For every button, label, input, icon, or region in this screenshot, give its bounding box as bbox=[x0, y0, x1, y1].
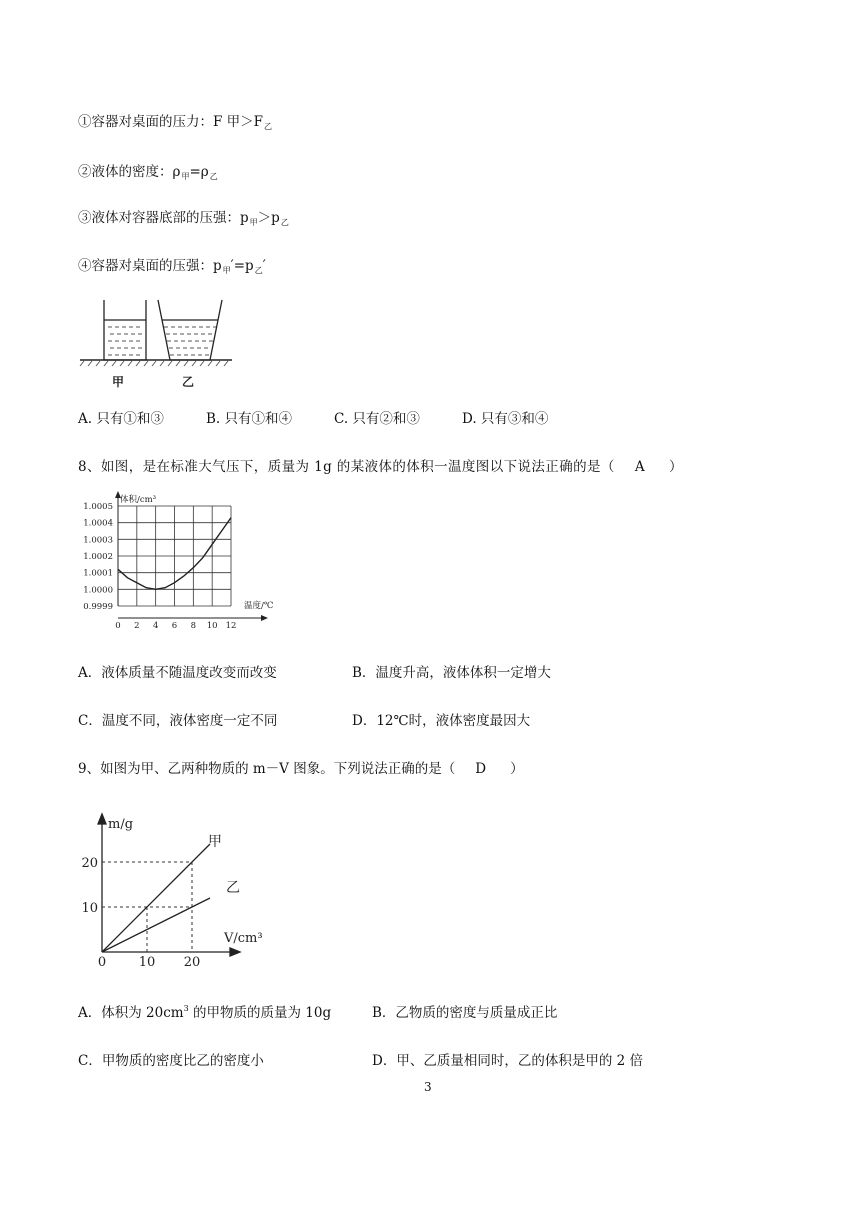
q9-answer: D bbox=[475, 761, 487, 777]
container-jia bbox=[104, 300, 146, 360]
q9-option-a: A．体积为 $20cm^3$ 的甲物质的质量为 10g bbox=[78, 1004, 332, 1021]
label-jia: 甲 bbox=[112, 375, 125, 389]
series-line-yi bbox=[102, 898, 210, 952]
statement-4: ④容器对桌面的压强：$p_甲'=p_乙'$ bbox=[78, 258, 266, 275]
x-axis-arrow bbox=[261, 615, 268, 621]
y-tick-label: 1.0000 bbox=[83, 585, 113, 596]
x-tick-label: 10 bbox=[206, 621, 218, 631]
y-tick-label: 10 bbox=[81, 901, 98, 916]
chart1-xlabel: 温度/℃ bbox=[244, 601, 274, 611]
q8-answer: A bbox=[634, 459, 645, 475]
series-line-jia bbox=[102, 844, 210, 952]
statement-2: ②液体的密度：$\rho_甲=\rho_乙$ bbox=[78, 164, 218, 181]
y-tick-label: 1.0004 bbox=[83, 518, 113, 529]
mass-volume-chart bbox=[81, 808, 286, 978]
q8-stem: 8、如图，是在标准大气压下，质量为 1g 的某液体的体积一温度图以下说法正确的是（ A ） bbox=[78, 459, 683, 475]
q7-option-a: A. 只有①和③ bbox=[78, 411, 164, 427]
y-tick-label: 1.0003 bbox=[83, 535, 113, 546]
series-label-yi: 乙 bbox=[226, 880, 240, 896]
q8-option-d: D．12℃时，液体密度最因大 bbox=[352, 713, 531, 729]
q7-option-d: D. 只有③和④ bbox=[462, 411, 549, 427]
y-tick-label: 1.0005 bbox=[83, 502, 113, 512]
x-tick-label: 10 bbox=[138, 955, 156, 970]
x-tick-label: 6 bbox=[171, 621, 178, 631]
q7-option-c: C. 只有②和③ bbox=[334, 411, 420, 427]
y-tick-label: 0.9999 bbox=[83, 602, 113, 612]
chart2-ylabel: m/g bbox=[108, 817, 134, 832]
chart1-ylabel: 体积/cm³ bbox=[120, 495, 157, 505]
y-tick-label: 1.0001 bbox=[83, 568, 113, 579]
x-tick-label: 0 bbox=[115, 621, 121, 631]
container-yi bbox=[158, 300, 222, 360]
q8-option-a: A．液体质量不随温度改变而改变 bbox=[78, 665, 277, 681]
y-tick-label: 20 bbox=[81, 856, 98, 871]
q8-option-c: C．温度不同，液体密度一定不同 bbox=[78, 713, 278, 729]
x-tick-label: 0 bbox=[97, 955, 107, 970]
q9-option-c: C．甲物质的密度比乙的密度小 bbox=[78, 1053, 264, 1069]
x-tick-label: 8 bbox=[190, 621, 197, 631]
volume-temperature-chart bbox=[78, 490, 278, 630]
q8-option-b: B．温度升高，液体体积一定增大 bbox=[352, 665, 551, 681]
q9-stem: 9、如图为甲、乙两种物质的 m－V 图象。下列说法正确的是（ D ） bbox=[78, 761, 524, 777]
x-tick-label: 20 bbox=[183, 955, 201, 970]
x-tick-label: 2 bbox=[134, 621, 140, 631]
containers-figure bbox=[80, 300, 240, 392]
q9-option-b: B．乙物质的密度与质量成正比 bbox=[372, 1005, 558, 1021]
y-tick-label: 1.0002 bbox=[83, 552, 113, 562]
q7-option-b: B. 只有①和④ bbox=[206, 411, 293, 427]
x-tick-label: 4 bbox=[152, 621, 159, 631]
chart2-xlabel: V/cm³ bbox=[224, 931, 263, 946]
label-yi: 乙 bbox=[182, 375, 195, 389]
page-number: 3 bbox=[424, 1080, 432, 1094]
q9-option-d: D．甲、乙质量相同时，乙的体积是甲的 2 倍 bbox=[372, 1053, 643, 1069]
statement-1: ①容器对桌面的压力：F 甲$>F_乙$ bbox=[78, 114, 273, 131]
statement-3: ③液体对容器底部的压强：$p_甲>p_乙$ bbox=[78, 210, 289, 227]
series-label-jia: 甲 bbox=[208, 834, 222, 850]
x-tick-label: 12 bbox=[225, 621, 237, 631]
